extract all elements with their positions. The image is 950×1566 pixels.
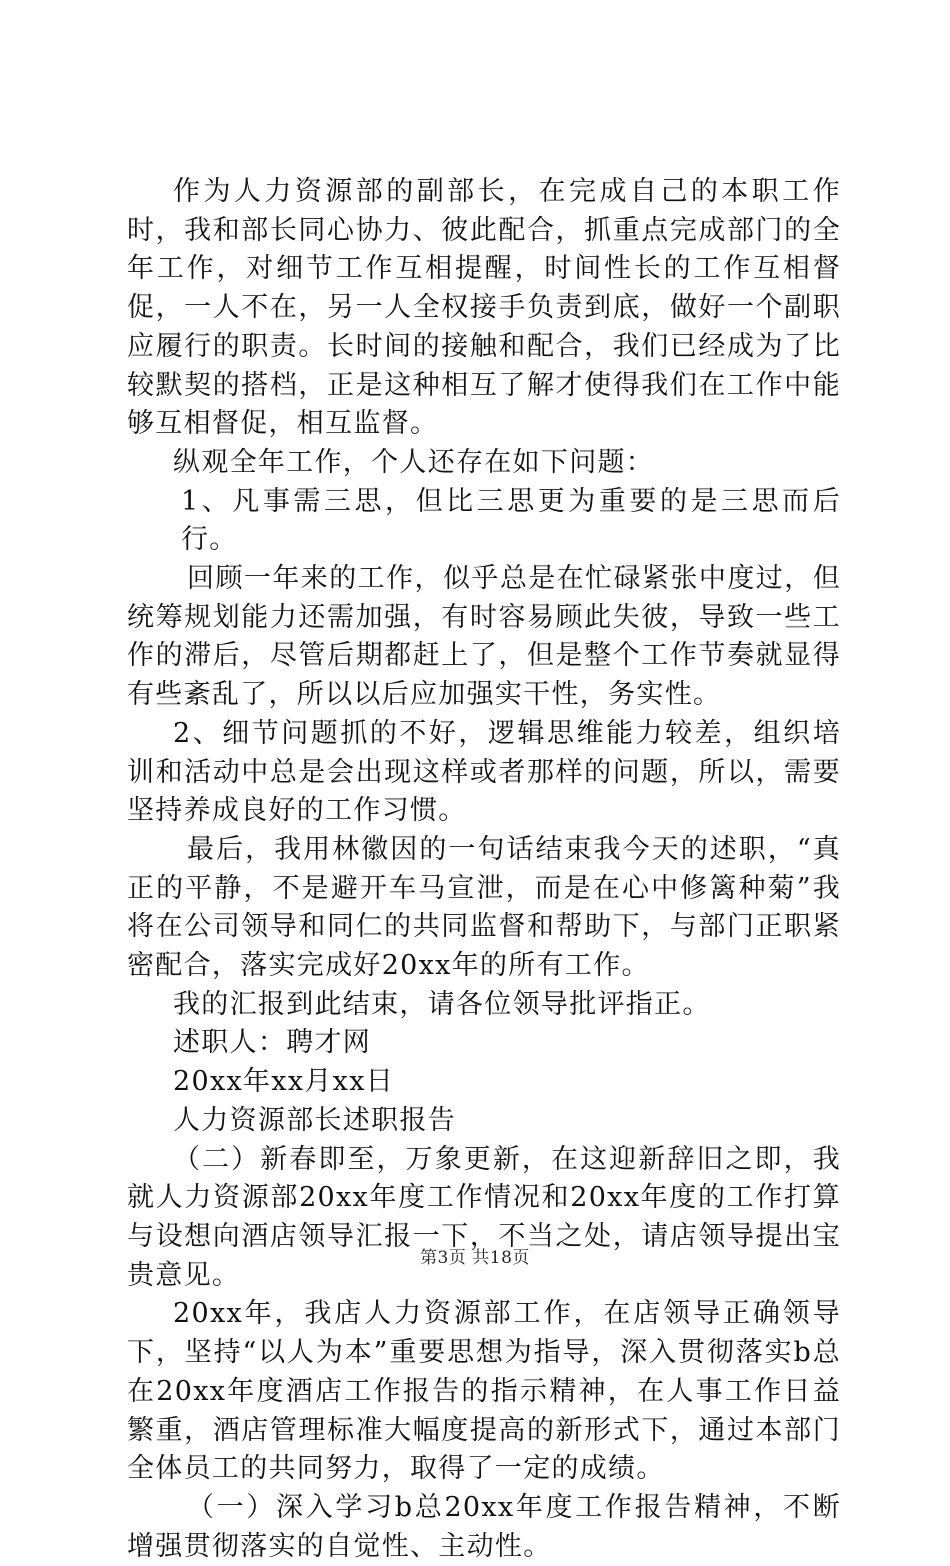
paragraph-closing: 最后，我用林徽因的一句话结束我今天的述职，“真正的平静，不是避开车马宣泄，而是在心中修篱种菊”我将在公司领导和同仁的共同监督和帮助下，与部门正职紧密配合，落实完成好20xx年的所有工作。 [127, 833, 841, 982]
paragraph-achievements: 20xx年，我店人力资源部工作，在店领导正确领导下，坚持“以人为本”重要思想为指导，深入贯彻落实b总在20xx年度酒店工作报告的指示精神，在人事工作日益繁重，酒店管理标准大幅度提高的新形式下，通过本部门全体员工的共同努力，取得了一定的成绩。 [127, 1298, 841, 1485]
reporter-line: 述职人：聘才网 [173, 1027, 372, 1059]
paragraph-new-year: （二）新春即至，万象更新，在这迎新辞旧之即，我就人力资源部20xx年度工作情况和20xx年度的工作打算与设想向酒店领导汇报一下，不当之处，请店领导提出宝贵意见。 [127, 1143, 841, 1291]
page-number-footer: 第3页 共18页 [420, 1248, 530, 1268]
section-title: 人力资源部长述职报告 [173, 1104, 456, 1136]
paragraph-study: （一）深入学习b总20xx年度工作报告精神，不断增强贯彻落实的自觉性、主动性。 [127, 1491, 841, 1562]
paragraph-point-2: 2、细节问题抓的不好，逻辑思维能力较差，组织培训和活动中总是会出现这样或者那样的问题，所以，需要坚持养成良好的工作习惯。 [127, 717, 841, 827]
paragraph-report-end: 我的汇报到此结束，请各位领导批评指正。 [173, 988, 711, 1020]
date-line: 20xx年xx月xx日 [173, 1066, 395, 1098]
paragraph-problems-intro: 纵观全年工作，个人还存在如下问题： [173, 446, 655, 478]
paragraph-point-1: 1、凡事需三思，但比三思更为重要的是三思而后行。 [181, 485, 841, 556]
paragraph-review: 回顾一年来的工作，似乎总是在忙碌紧张中度过，但统筹规划能力还需加强，有时容易顾此失彼，导致一些工作的滞后，尽管后期都赶上了，但是整个工作节奏就显得有些紊乱了，所以以后应加强实干性，务实性。 [127, 563, 841, 711]
paragraph-duties: 作为人力资源部的副部长，在完成自己的本职工作时，我和部长同心协力、彼此配合，抓重点完成部门的全年工作，对细节工作互相提醒，时间性长的工作互相督促，一人不在，另一人全权接手负责到底，做好一个副职应履行的职责。长时间的接触和配合，我们已经成为了比较默契的搭档，正是这种相互了解才使得我们在工作中能够互相督促，相互监督。 [127, 176, 841, 440]
document-body [127, 173, 841, 1566]
